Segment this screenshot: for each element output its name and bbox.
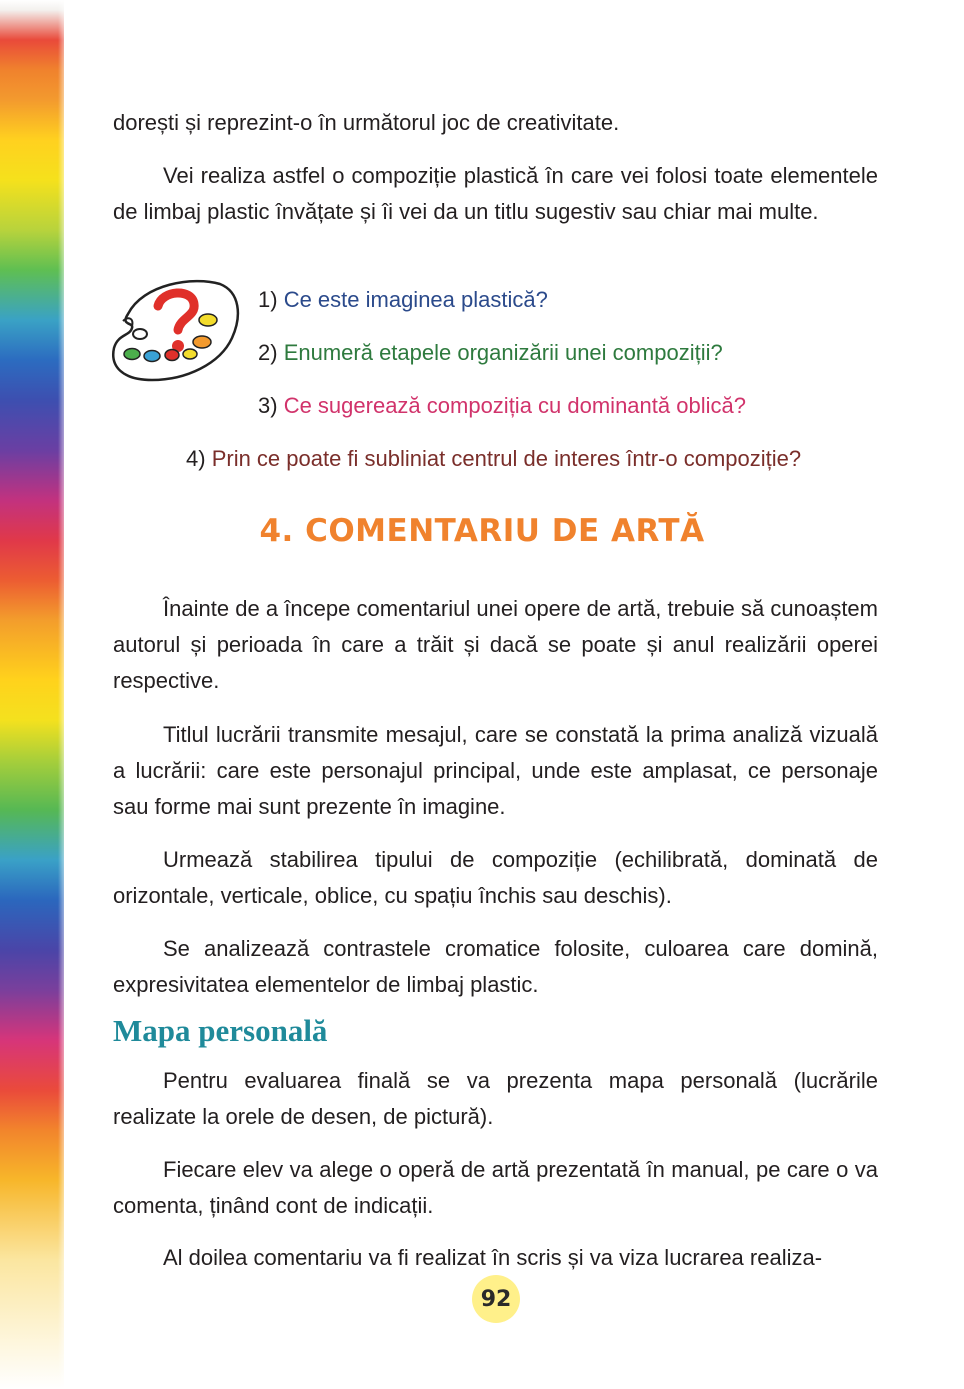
page-number-badge — [472, 1275, 520, 1323]
paragraph-commentary-intro: Înainte de a începe comentariul unei opere de artă, trebuie să cunoaștem autorul și perioada în care a trăit și dacă se poate și anul realizării operei respective. — [113, 596, 878, 693]
paragraph-second-commentary: Al doilea comentariu va fi realizat în scris și va viza lucrarea realiza- — [163, 1245, 823, 1270]
question-3-text: Ce sugerează compoziția cu dominantă oblică? — [283, 393, 746, 418]
question-2-text: Enumeră etapele organizării unei compoziții? — [283, 340, 723, 365]
question-1-text: Ce este imaginea plastică? — [283, 287, 548, 312]
palette-question-icon — [108, 276, 244, 384]
question-1-number: 1) — [258, 287, 278, 312]
paragraph-contrasts: Se analizează contrastele cromatice folosite, culoarea care domină, expresivitatea elementelor de limbaj plastic. — [113, 936, 878, 997]
question-4 — [186, 444, 801, 474]
question-4-text: Prin ce poate fi subliniat centrul de interes într-o compoziție? — [211, 446, 802, 471]
paragraph-composition-type: Urmează stabilirea tipului de compoziție (echilibrată, dominată de orizontale, verticale, oblice, cu spațiu închis sau deschis). — [113, 847, 878, 908]
section-title: 4. COMENTARIU DE ARTĂ — [259, 513, 705, 549]
question-2 — [258, 338, 723, 368]
paragraph-final-evaluation: Pentru evaluarea finală se va prezenta mapa personală (lucrările realizate la orele de desen, de pictură). — [113, 1068, 878, 1129]
paragraph-composition: Vei realiza astfel o compoziție plastică în care vei folosi toate elementele de limbaj plastic învățate și îi vei da un titlu sugestiv sau chiar mai multe. — [113, 163, 878, 224]
paragraph-intro-end: dorești și reprezint-o în următorul joc de creativitate. — [113, 110, 620, 135]
subheading-personal-folder: Mapa personală — [113, 1013, 328, 1048]
paragraph-title-message: Titlul lucrării transmite mesajul, care se constată la prima analiză vizuală a lucrării: care este personajul principal, unde este amplasat, ce personaje sau forme mai sunt prezente în imagine. — [113, 722, 878, 819]
rainbow-border — [0, 0, 64, 1389]
question-1 — [258, 285, 548, 315]
paragraph-choose-artwork: Fiecare elev va alege o operă de artă prezentată în manual, pe care o va comenta, ținând cont de indicații. — [113, 1157, 878, 1218]
question-4-number: 4) — [186, 446, 206, 471]
page-number: 92 — [480, 1286, 512, 1312]
question-3-number: 3) — [258, 393, 278, 418]
question-2-number: 2) — [258, 340, 278, 365]
question-3 — [258, 391, 746, 421]
